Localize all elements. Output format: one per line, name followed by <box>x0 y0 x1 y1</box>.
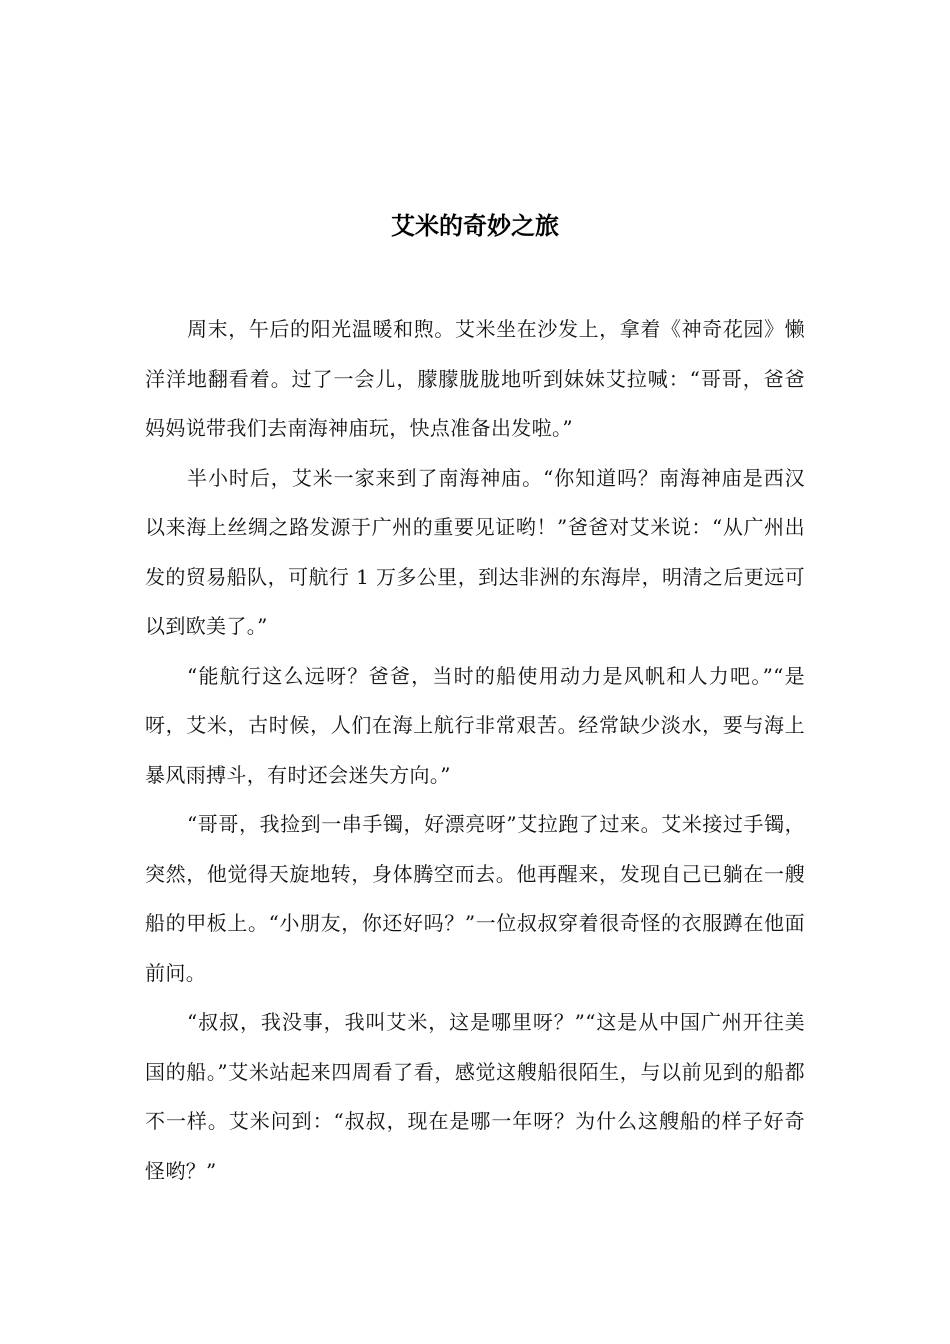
paragraph: “能航行这么远呀？爸爸，当时的船使用动力是风帆和人力吧。”“是呀，艾米，古时候，人们在海上航行非常艰苦。经常缺少淡水，要与海上暴风雨搏斗，有时还会迷失方向。” <box>145 663 805 787</box>
paragraph: “哥哥，我捡到一串手镯，好漂亮呀”艾拉跑了过来。艾米接过手镯，突然，他觉得天旋地转，身体腾空而去。他再醒来，发现自己已躺在一艘船的甲板上。“小朋友，你还好吗？”一位叔叔穿着很奇怪的衣服蹲在他面前问。 <box>145 812 805 985</box>
paragraph: 周末，午后的阳光温暖和煦。艾米坐在沙发上，拿着《神奇花园》懒洋洋地翻看着。过了一会儿，朦朦胧胧地听到妹妹艾拉喊：“哥哥，爸爸妈妈说带我们去南海神庙玩，快点准备出发啦。” <box>145 317 805 440</box>
document-body <box>145 305 805 1196</box>
document-title: 艾米的奇妙之旅 <box>391 212 559 240</box>
paragraph: 半小时后，艾米一家来到了南海神庙。“你知道吗？南海神庙是西汉以来海上丝绸之路发源于广州的重要见证哟！”爸爸对艾米说：“从广州出发的贸易船队，可航行 1 万多公里，到达非洲的东海岸，明清之后更远可以到欧美了。” <box>145 465 805 638</box>
paragraph: “叔叔，我没事，我叫艾米，这是哪里呀？”“这是从中国广州开往美国的船。”艾米站起来四周看了看，感觉这艘船很陌生，与以前见到的船都不一样。艾米问到：“叔叔，现在是哪一年呀？为什么这艘船的样子好奇怪哟？” <box>145 1010 805 1183</box>
